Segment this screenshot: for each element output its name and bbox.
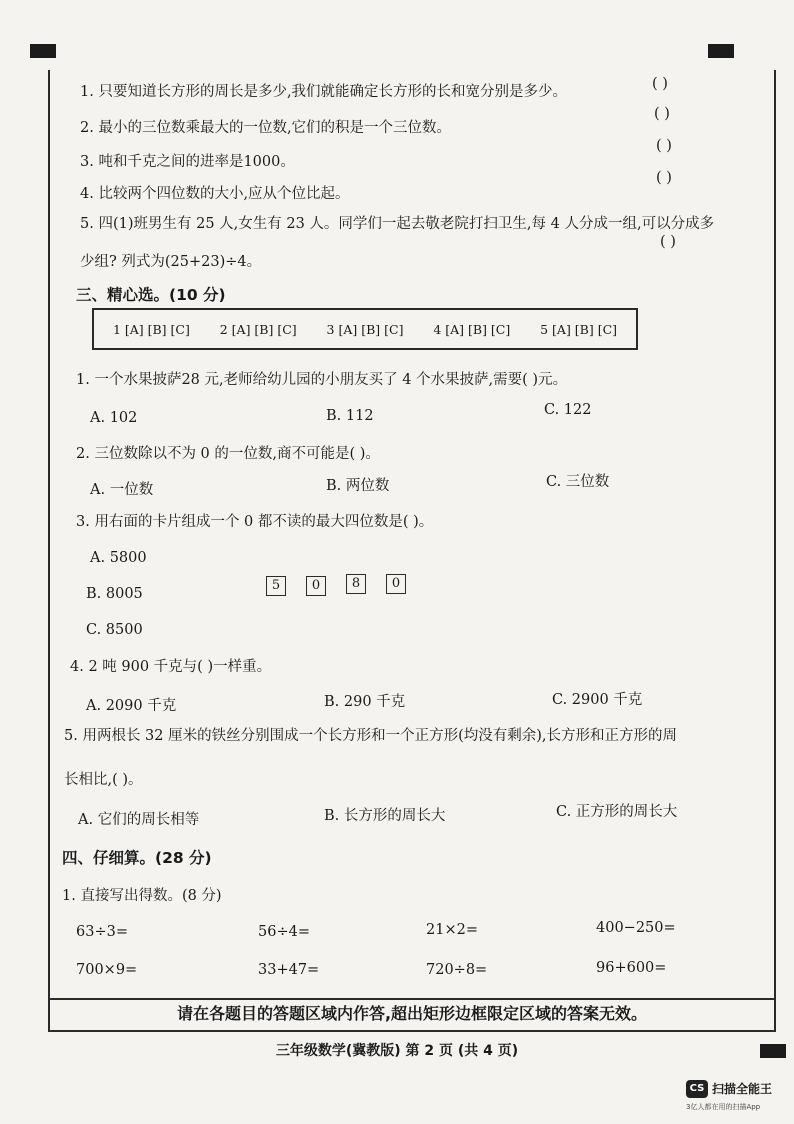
judge-item-5-cont: 少组? 列式为(25+23)÷4。 [80, 254, 262, 270]
calc-subtitle: 1. 直接写出得数。(8 分) [62, 888, 222, 904]
choice-q5: 5. 用两根长 32 厘米的铁丝分别围成一个长方形和一个正方形(均没有剩余),长方形和正方形的周 [64, 728, 678, 744]
judge-blank-2: ( ) [654, 106, 670, 122]
judge-item-3: 3. 吨和千克之间的进率是1000。 [80, 154, 295, 170]
choice-q5-cont: 长相比,( )。 [64, 772, 143, 788]
digit-card: 0 [306, 576, 326, 596]
choice-q4-option-b: B. 290 千克 [324, 694, 406, 710]
choice-q1-option-c: C. 122 [544, 402, 592, 418]
judge-blank-3: ( ) [656, 138, 672, 154]
choice-q2-option-c: C. 三位数 [546, 474, 610, 490]
answer-sheet-item[interactable]: 5 [A] [B] [C] [540, 321, 618, 337]
choice-q3-option-c: C. 8500 [86, 622, 143, 638]
judge-blank-4: ( ) [656, 170, 672, 186]
judge-item-4: 4. 比较两个四位数的大小,应从个位比起。 [80, 186, 350, 202]
judge-item-2: 2. 最小的三位数乘最大的一位数,它们的积是一个三位数。 [80, 120, 452, 136]
registration-mark-top-right [708, 44, 734, 58]
answer-sheet-item[interactable]: 1 [A] [B] [C] [112, 321, 190, 337]
choice-q3-option-b: B. 8005 [86, 586, 143, 602]
choice-q1-option-a: A. 102 [90, 410, 138, 426]
scanner-logo-icon: CS [686, 1080, 708, 1098]
calc-expression: 700×9= [76, 962, 138, 978]
choice-q2-option-a: A. 一位数 [90, 482, 154, 498]
calc-expression: 720÷8= [426, 962, 488, 978]
choice-q3: 3. 用右面的卡片组成一个 0 都不读的最大四位数是( )。 [76, 514, 434, 530]
digit-card: 5 [266, 576, 286, 596]
scanner-app-name: 扫描全能王 [712, 1082, 773, 1096]
choice-q2-option-b: B. 两位数 [326, 478, 390, 494]
calc-expression: 33+47= [258, 962, 320, 978]
choice-q5-option-a: A. 它们的周长相等 [78, 812, 200, 828]
answer-sheet-item[interactable]: 4 [A] [B] [C] [433, 321, 511, 337]
calc-section-title: 四、仔细算。(28 分) [62, 849, 212, 867]
choice-section-title: 三、精心选。(10 分) [76, 286, 226, 304]
choice-q5-option-c: C. 正方形的周长大 [556, 804, 678, 820]
registration-mark-top-left [30, 44, 56, 58]
choice-q3-option-a: A. 5800 [90, 550, 147, 566]
calc-expression: 56÷4= [258, 924, 310, 940]
scanner-watermark [686, 1078, 786, 1116]
choice-q4: 4. 2 吨 900 千克与( )一样重。 [70, 659, 272, 675]
digit-card: 8 [346, 574, 366, 594]
calc-expression: 21×2= [426, 922, 478, 938]
choice-q2: 2. 三位数除以不为 0 的一位数,商不可能是( )。 [76, 446, 380, 462]
judge-blank-1: ( ) [652, 76, 668, 92]
judge-blank-5: ( ) [660, 234, 676, 250]
answer-sheet-item[interactable]: 3 [A] [B] [C] [326, 321, 404, 337]
calc-expression: 400−250= [596, 920, 676, 936]
judge-item-5: 5. 四(1)班男生有 25 人,女生有 23 人。同学们一起去敬老院打扫卫生,每 4 人分成一组,可以分成多 [80, 216, 715, 232]
choice-q4-option-a: A. 2090 千克 [86, 698, 177, 714]
calc-expression: 63÷3= [76, 924, 128, 940]
answer-area-notice: 请在各题目的答题区域内作答,超出矩形边框限定区域的答案无效。 [50, 998, 774, 1030]
scanner-tagline: 3亿人都在用的扫描App [686, 1103, 761, 1111]
choice-q5-option-b: B. 长方形的周长大 [324, 808, 446, 824]
calc-expression: 96+600= [596, 960, 667, 976]
page-footer: 三年级数学(冀教版) 第 2 页 (共 4 页) [275, 1043, 519, 1059]
choice-q1-option-b: B. 112 [326, 408, 374, 424]
choice-q1: 1. 一个水果披萨28 元,老师给幼儿园的小朋友买了 4 个水果披萨,需要( )元。 [76, 372, 568, 388]
judge-item-1: 1. 只要知道长方形的周长是多少,我们就能确定长方形的长和宽分别是多少。 [80, 84, 568, 100]
choice-q4-option-c: C. 2900 千克 [552, 692, 643, 708]
digit-card: 0 [386, 574, 406, 594]
answer-sheet-item[interactable]: 2 [A] [B] [C] [219, 321, 297, 337]
answer-sheet-box [92, 308, 638, 350]
